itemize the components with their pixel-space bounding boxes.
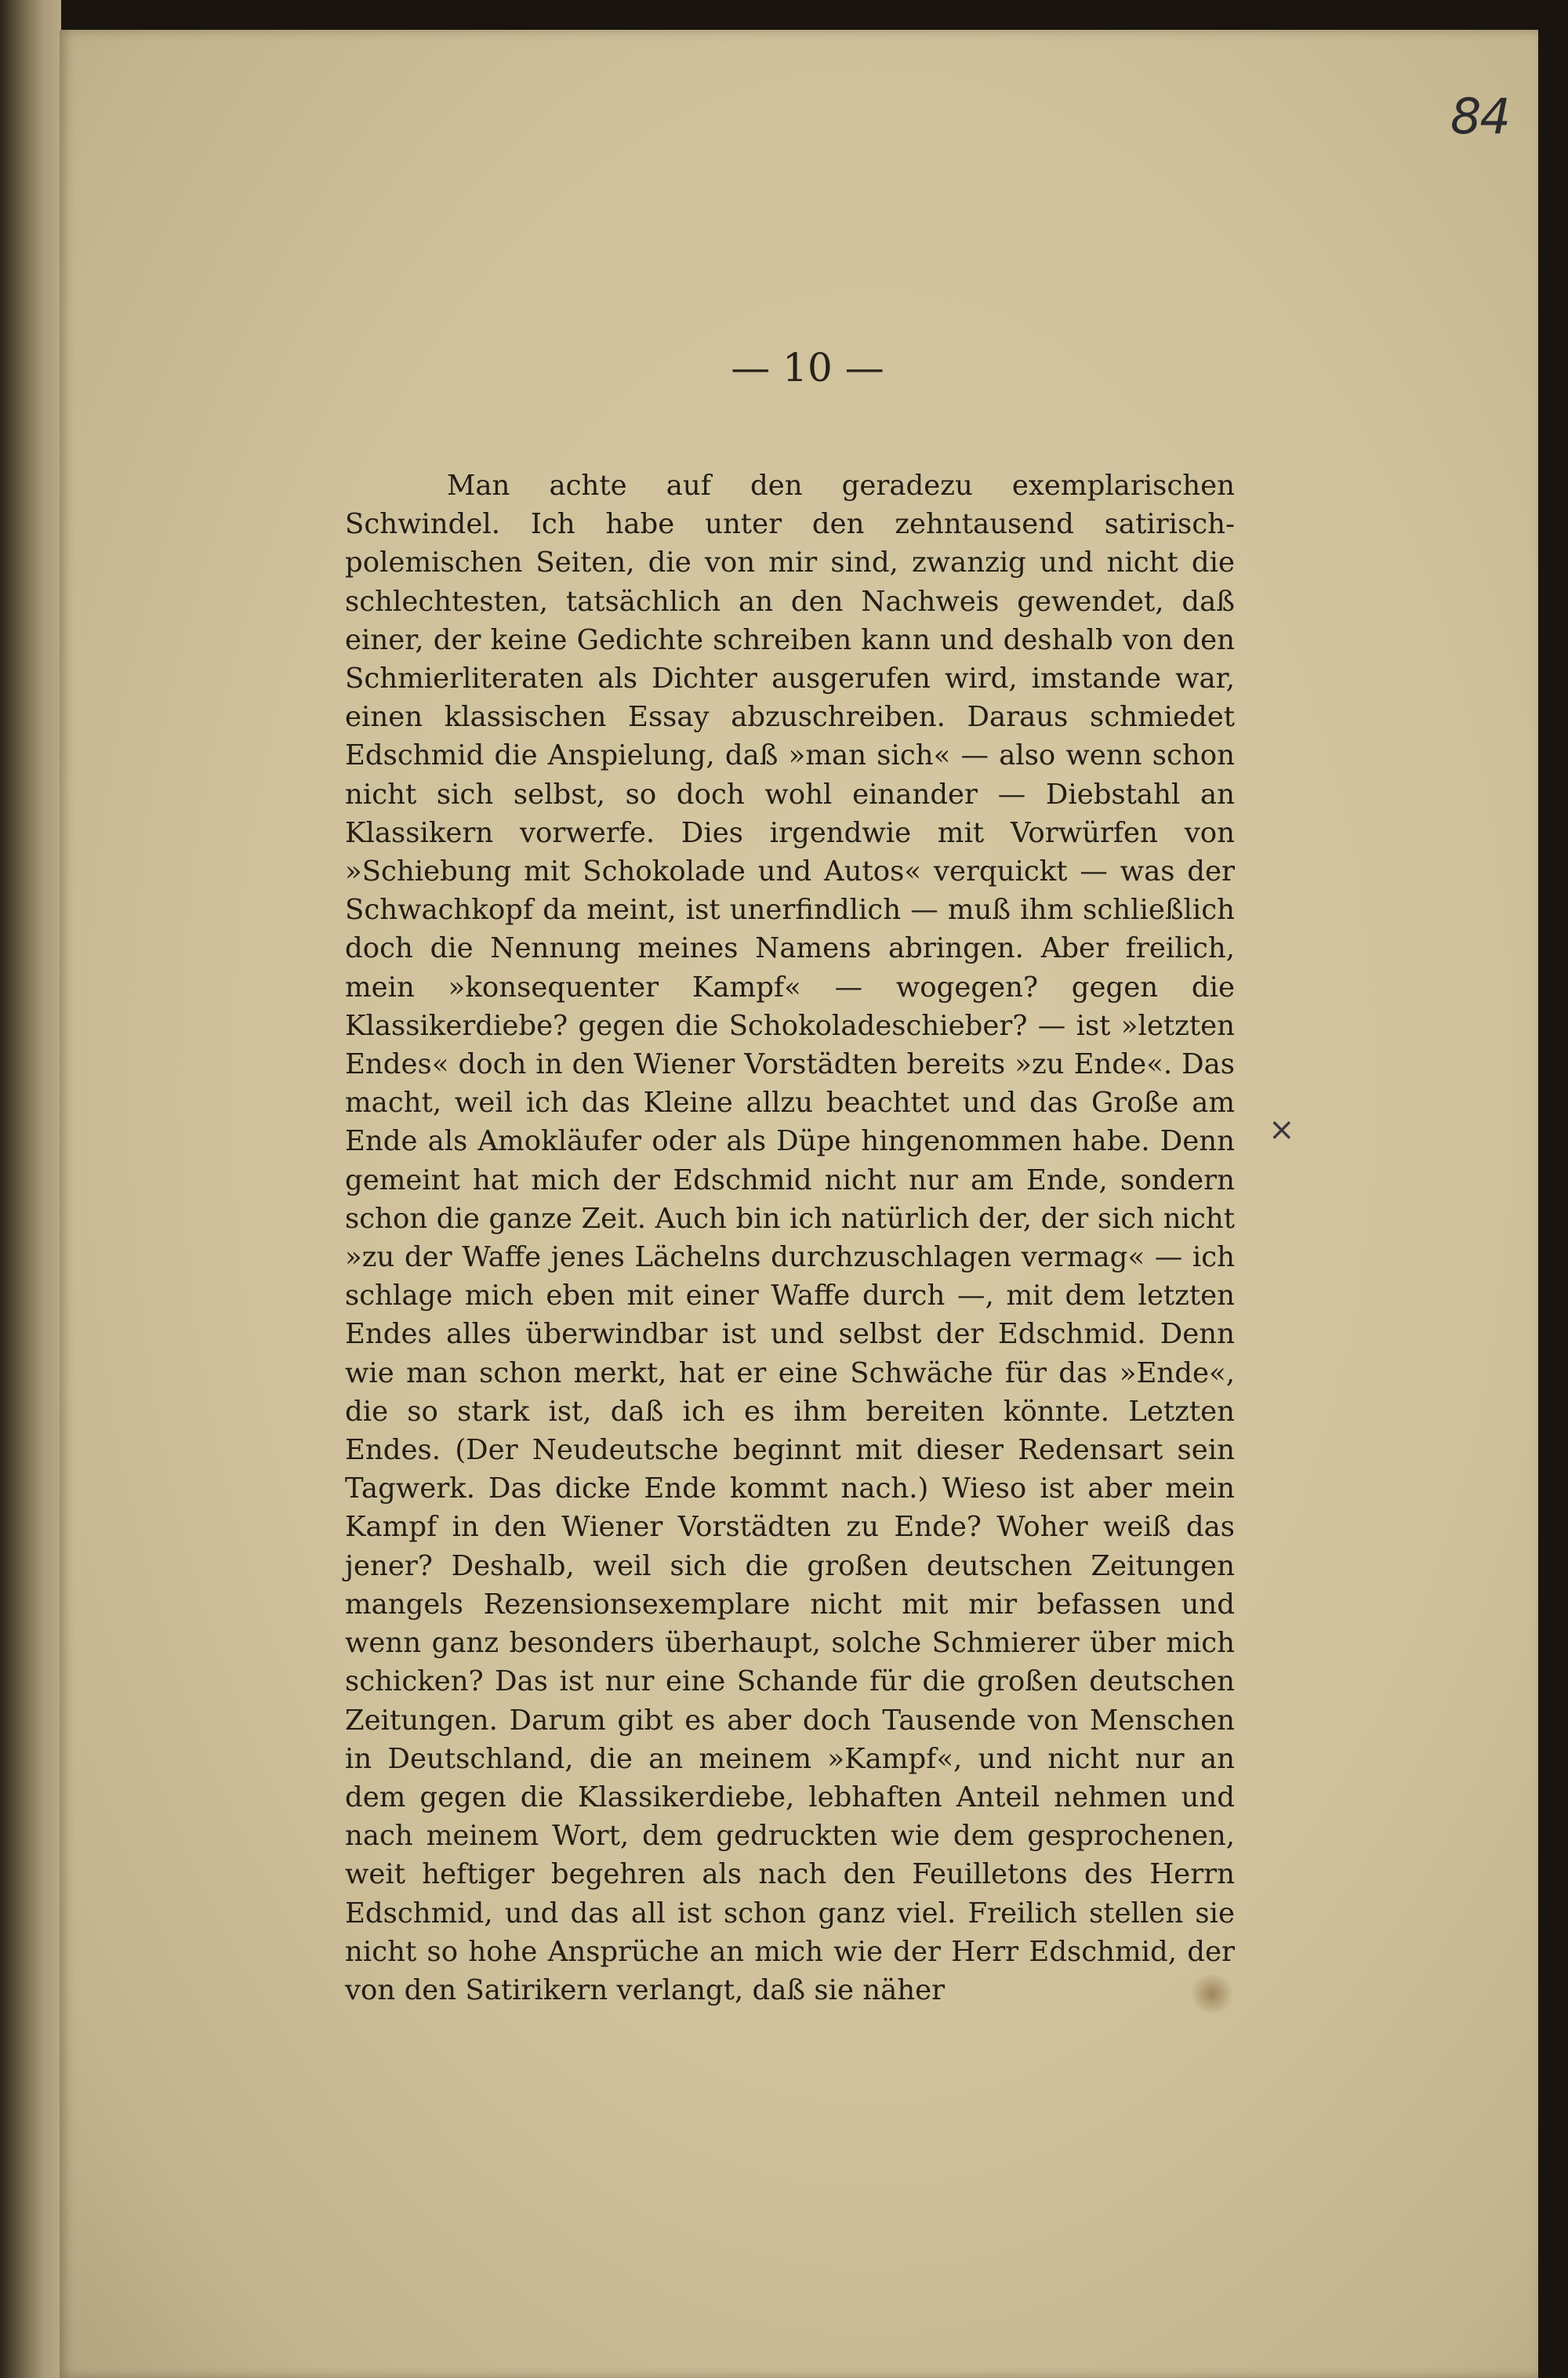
- page-number: — 10 —: [731, 345, 884, 390]
- book-binding: [0, 0, 61, 2378]
- paragraph: Man achte auf den geradezu exemplarischen Schwindel. Ich habe unter den zehntausend satirisch-polemischen Seiten, die von mir sind, zwanzig und nicht die schlechtesten, tatsächlich an den Nachweis gewendet, daß einer, der keine Gedichte schreiben kann und deshalb von den Schmierliteraten als Dichter ausgerufen wird, imstande war, einen klassischen Essay abzuschreiben. Daraus schmiedet Edschmid die Anspielung, daß »man sich« — also wenn schon nicht sich selbst, so doch wohl einander — Diebstahl an Klassikern vorwerfe. Dies irgendwie mit Vorwürfen von »Schiebung mit Schokolade und Autos« verquickt — was der Schwachkopf da meint, ist unerfindlich — muß ihm schließlich doch die Nennung meines Namens abringen. Aber freilich, mein »konsequenter Kampf« — wogegen? gegen die Klassikerdiebe? gegen die Schokoladeschieber? — ist »letzten Endes« doch in den Wiener Vorstädten bereits »zu Ende«. Das macht, weil ich das Kleine allzu beachtet und das Große am Ende als Amokläufer oder als Düpe hingenommen habe. Denn gemeint hat mich der Edschmid nicht nur am Ende, sondern schon die ganze Zeit. Auch bin ich natürlich der, der sich nicht »zu der Waffe jenes Lächelns durchzuschlagen vermag« — ich schlage mich eben mit einer Waffe durch —, mit dem letzten Endes alles überwindbar ist und selbst der Edschmid. Denn wie man schon merkt, hat er eine Schwäche für das »Ende«, die so stark ist, daß ich es ihm bereiten könnte. Letzten Endes. (Der Neudeutsche beginnt mit dieser Redensart sein Tagwerk. Das dicke Ende kommt nach.) Wieso ist aber mein Kampf in den Wiener Vorstädten zu Ende? Woher weiß das jener? Deshalb, weil sich die großen deutschen Zeitungen mangels Rezensionsexemplare nicht mit mir befassen und wenn ganz besonders überhaupt, solche Schmierer über mich schicken? Das ist nur eine Schande für die großen deutschen Zeitungen. Darum gibt es aber doch Tausende von Menschen in Deutschland, die an meinem »Kampf«, und nicht nur an dem gegen die Klassikerdiebe, lebhaften Anteil nehmen und nach meinem Wort, dem gedruckten wie dem gesprochenen, weit heftiger begehren als nach den Feuilletons des Herrn Edschmid, und das all ist schon ganz viel. Freilich stellen sie nicht so hohe Ansprüche an mich wie der Herr Edschmid, der von den Satirikern verlangt, daß sie näher: [345, 470, 1235, 2006]
- margin-mark: ×: [1269, 1112, 1295, 1148]
- body-text: [345, 467, 1235, 2010]
- folio-annotation: 84: [1450, 88, 1509, 145]
